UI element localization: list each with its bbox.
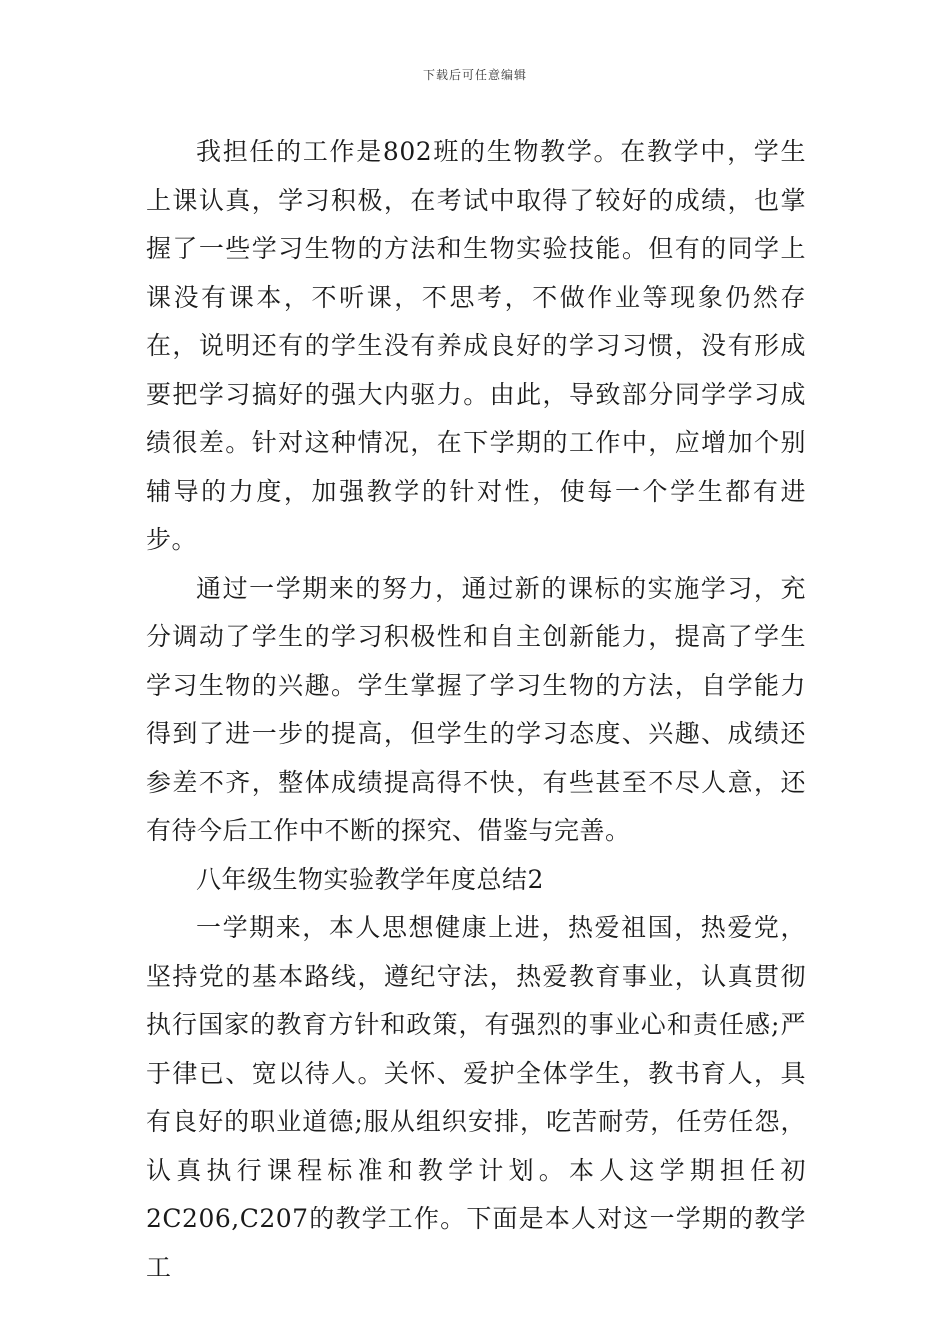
section-heading: 八年级生物实验教学年度总结2 — [196, 864, 544, 894]
document-body — [146, 128, 806, 1292]
paragraph-1: 我担任的工作是802班的生物教学。在教学中，学生上课认真，学习积极，在考试中取得了较好的成绩，也掌握了一些学习生物的方法和生物实验技能。但有的同学上课没有课本，不听课，不思考，不做作业等现象仍然存在，说明还有的学生没有养成良好的学习习惯，没有形成要把学习搞好的强大内驱力。由此，导致部分同学学习成绩很差。针对这种情况，在下学期的工作中，应增加个别辅导的力度，加强教学的针对性，使每一个学生都有进步。 — [146, 137, 806, 554]
paragraph-2: 通过一学期来的努力，通过新的课标的实施学习，充分调动了学生的学习积极性和自主创新能力，提高了学生学习生物的兴趣。学生掌握了学习生物的方法，自学能力得到了进一步的提高，但学生的学习态度、兴趣、成绩还参差不齐，整体成绩提高得不快，有些甚至不尽人意，还有待今后工作中不断的探究、借鉴与完善。 — [146, 573, 806, 845]
header-note: 下载后可任意编辑 — [422, 68, 527, 82]
paragraph-3: 一学期来，本人思想健康上进，热爱祖国，热爱党，坚持党的基本路线，遵纪守法，热爱教育事业，认真贯彻执行国家的教育方针和政策，有强烈的事业心和责任感;严于律已、宽以待人。关怀、爱护全体学生，教书育人，具有良好的职业道德;服从组织安排，吃苦耐劳，任劳任怨，认真执行课程标准和教学计划。本人这学期担任初2C206,C207的教学工作。下面是本人对这一学期的教学工 — [146, 913, 806, 1282]
